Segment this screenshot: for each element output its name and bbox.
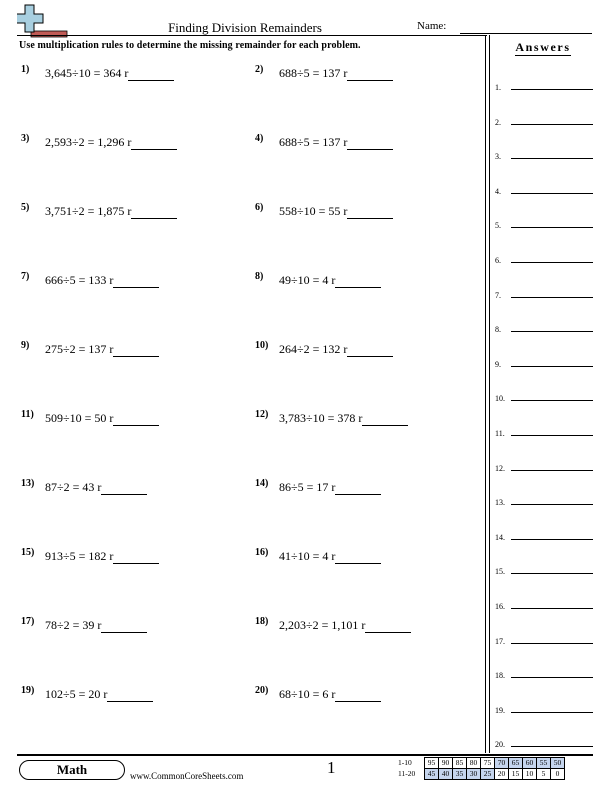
grade-cell: 55 bbox=[537, 758, 551, 769]
problem-expression: 87÷2 = 43 r bbox=[45, 480, 147, 495]
problem-expression: 2,203÷2 = 1,101 r bbox=[279, 618, 411, 633]
answer-label: 7. bbox=[495, 290, 501, 300]
problem-number: 16) bbox=[255, 547, 269, 558]
answer-label: 5. bbox=[495, 221, 501, 231]
answer-line[interactable] bbox=[511, 470, 593, 471]
answer-row bbox=[495, 320, 593, 334]
answer-label: 3. bbox=[495, 152, 501, 162]
answer-line[interactable] bbox=[511, 262, 593, 263]
grade-cell: 95 bbox=[425, 758, 439, 769]
grade-cell: 80 bbox=[467, 758, 481, 769]
problem-number: 3) bbox=[21, 133, 30, 144]
answer-line[interactable] bbox=[511, 643, 593, 644]
answer-column-separator bbox=[485, 35, 490, 753]
grade-cell: 90 bbox=[439, 758, 453, 769]
grade-row bbox=[398, 758, 565, 769]
remainder-blank[interactable] bbox=[347, 68, 393, 81]
answer-line[interactable] bbox=[511, 331, 593, 332]
answer-row bbox=[495, 286, 593, 300]
answer-row bbox=[495, 632, 593, 646]
problem-expression: 49÷10 = 4 r bbox=[279, 273, 381, 288]
problem-number: 18) bbox=[255, 616, 269, 627]
answer-row bbox=[495, 597, 593, 611]
problem-expression: 3,645÷10 = 364 r bbox=[45, 66, 174, 81]
problem-expression: 509÷10 = 50 r bbox=[45, 411, 159, 426]
answer-label: 17. bbox=[495, 636, 505, 646]
problem-number: 14) bbox=[255, 478, 269, 489]
problem-expression: 688÷5 = 137 r bbox=[279, 135, 393, 150]
grade-cell: 35 bbox=[453, 769, 467, 780]
answer-row bbox=[495, 459, 593, 473]
page-number: 1 bbox=[327, 758, 336, 777]
answer-label: 19. bbox=[495, 705, 505, 715]
remainder-blank[interactable] bbox=[347, 137, 393, 150]
grade-cell: 50 bbox=[551, 758, 565, 769]
answers-heading: Answers bbox=[515, 40, 571, 54]
answer-label: 2. bbox=[495, 117, 501, 127]
problem-expression: 2,593÷2 = 1,296 r bbox=[45, 135, 177, 150]
answer-row bbox=[495, 113, 593, 127]
problem-number: 9) bbox=[21, 340, 30, 351]
answer-row bbox=[495, 528, 593, 542]
answer-line[interactable] bbox=[511, 366, 593, 367]
grade-row-label: 1-10 bbox=[398, 758, 412, 767]
problem-expression: 86÷5 = 17 r bbox=[279, 480, 381, 495]
remainder-blank[interactable] bbox=[347, 206, 393, 219]
problem-expression: 688÷5 = 137 r bbox=[279, 66, 393, 81]
remainder-blank[interactable] bbox=[128, 68, 174, 81]
problem-number: 7) bbox=[21, 271, 30, 282]
grade-cell: 45 bbox=[425, 769, 439, 780]
grade-cell: 25 bbox=[481, 769, 495, 780]
answer-line[interactable] bbox=[511, 573, 593, 574]
remainder-blank[interactable] bbox=[113, 344, 159, 357]
worksheet-title: Finding Division Remainders bbox=[168, 20, 322, 35]
problem-number: 10) bbox=[255, 340, 269, 351]
name-label: Name: bbox=[417, 20, 447, 32]
grading-scale-table bbox=[398, 757, 565, 780]
answer-label: 16. bbox=[495, 602, 505, 611]
remainder-blank[interactable] bbox=[131, 137, 177, 150]
answer-line[interactable] bbox=[511, 193, 593, 194]
remainder-blank[interactable] bbox=[335, 482, 381, 495]
problem-number: 8) bbox=[255, 271, 264, 282]
answer-label: 13. bbox=[495, 498, 505, 508]
answer-label: 15. bbox=[495, 567, 505, 577]
answer-line[interactable] bbox=[511, 539, 593, 540]
answer-line[interactable] bbox=[511, 158, 593, 159]
answer-label: 9. bbox=[495, 359, 501, 369]
problem-number: 4) bbox=[255, 133, 264, 144]
remainder-blank[interactable] bbox=[347, 344, 393, 357]
grade-cell: 5 bbox=[537, 769, 551, 780]
answer-row bbox=[495, 147, 593, 161]
remainder-blank[interactable] bbox=[365, 620, 411, 633]
footer-divider bbox=[17, 754, 593, 756]
answer-row bbox=[495, 251, 593, 265]
problem-number: 15) bbox=[21, 547, 35, 558]
problem-number: 17) bbox=[21, 616, 35, 627]
answer-label: 12. bbox=[495, 463, 505, 473]
answer-label: 20. bbox=[495, 740, 505, 750]
remainder-blank[interactable] bbox=[113, 551, 159, 564]
answer-line[interactable] bbox=[511, 124, 593, 125]
remainder-blank[interactable] bbox=[101, 482, 147, 495]
answer-label: 1. bbox=[495, 83, 501, 92]
problem-number: 2) bbox=[255, 64, 264, 75]
grade-cell: 85 bbox=[453, 758, 467, 769]
answer-line[interactable] bbox=[511, 504, 593, 505]
grade-cell: 70 bbox=[495, 758, 509, 769]
problem-expression: 666÷5 = 133 r bbox=[45, 273, 159, 288]
problem-number: 5) bbox=[21, 202, 30, 213]
problem-expression: 275÷2 = 137 r bbox=[45, 342, 159, 357]
answer-line[interactable] bbox=[511, 608, 593, 609]
remainder-blank[interactable] bbox=[101, 620, 147, 633]
answer-line[interactable] bbox=[511, 712, 593, 713]
answer-label: 11. bbox=[495, 429, 505, 438]
problem-expression: 3,751÷2 = 1,875 r bbox=[45, 204, 177, 219]
grade-cell: 20 bbox=[495, 769, 509, 780]
answer-label: 8. bbox=[495, 325, 501, 335]
remainder-blank[interactable] bbox=[335, 551, 381, 564]
problem-expression: 264÷2 = 132 r bbox=[279, 342, 393, 357]
problem-number: 6) bbox=[255, 202, 264, 213]
answer-row bbox=[495, 666, 593, 680]
answer-row bbox=[495, 78, 593, 92]
grade-cell: 40 bbox=[439, 769, 453, 780]
site-url: www.CommonCoreSheets.com bbox=[130, 771, 244, 781]
grade-cell: 0 bbox=[551, 769, 565, 780]
answer-row bbox=[495, 182, 593, 196]
answer-line[interactable] bbox=[511, 400, 593, 401]
problem-number: 13) bbox=[21, 478, 35, 489]
grade-cell: 65 bbox=[509, 758, 523, 769]
answer-label: 10. bbox=[495, 394, 505, 404]
problem-expression: 78÷2 = 39 r bbox=[45, 618, 147, 633]
problem-number: 12) bbox=[255, 409, 269, 420]
remainder-blank[interactable] bbox=[131, 206, 177, 219]
grade-row bbox=[398, 769, 565, 780]
remainder-blank[interactable] bbox=[362, 413, 408, 426]
problem-expression: 3,783÷10 = 378 r bbox=[279, 411, 408, 426]
grade-cell: 15 bbox=[509, 769, 523, 780]
remainder-blank[interactable] bbox=[335, 689, 381, 702]
answer-row bbox=[495, 216, 593, 230]
grade-cell: 75 bbox=[481, 758, 495, 769]
problem-number: 11) bbox=[21, 409, 34, 420]
answer-line[interactable] bbox=[511, 435, 593, 436]
problem-expression: 913÷5 = 182 r bbox=[45, 549, 159, 564]
problem-expression: 68÷10 = 6 r bbox=[279, 687, 381, 702]
answer-line[interactable] bbox=[511, 227, 593, 228]
answer-label: 6. bbox=[495, 256, 501, 265]
answer-row bbox=[495, 735, 593, 749]
answer-line[interactable] bbox=[511, 89, 593, 90]
answer-line[interactable] bbox=[511, 297, 593, 298]
remainder-blank[interactable] bbox=[335, 275, 381, 288]
answer-line[interactable] bbox=[511, 677, 593, 678]
remainder-blank[interactable] bbox=[113, 275, 159, 288]
grade-cell: 60 bbox=[523, 758, 537, 769]
grade-cell: 10 bbox=[523, 769, 537, 780]
name-field[interactable] bbox=[460, 33, 592, 34]
answer-row bbox=[495, 355, 593, 369]
remainder-blank[interactable] bbox=[107, 689, 153, 702]
answer-label: 18. bbox=[495, 671, 505, 681]
instructions: Use multiplication rules to determine the missing remainder for each problem. bbox=[19, 40, 361, 51]
answer-label: 14. bbox=[495, 532, 505, 542]
problem-number: 1) bbox=[21, 64, 30, 75]
remainder-blank[interactable] bbox=[113, 413, 159, 426]
grade-row-label: 11-20 bbox=[398, 769, 416, 778]
answer-row bbox=[495, 424, 593, 438]
grade-cell: 30 bbox=[467, 769, 481, 780]
answer-line[interactable] bbox=[511, 746, 593, 747]
problem-number: 20) bbox=[255, 685, 269, 696]
problem-expression: 41÷10 = 4 r bbox=[279, 549, 381, 564]
answer-label: 4. bbox=[495, 186, 501, 196]
problem-expression: 102÷5 = 20 r bbox=[45, 687, 153, 702]
problem-expression: 558÷10 = 55 r bbox=[279, 204, 393, 219]
problem-number: 19) bbox=[21, 685, 35, 696]
answer-row bbox=[495, 701, 593, 715]
answer-row bbox=[495, 562, 593, 576]
answer-row bbox=[495, 493, 593, 507]
header-divider bbox=[17, 35, 487, 36]
subject-badge: Math bbox=[19, 760, 125, 780]
answer-row bbox=[495, 389, 593, 403]
